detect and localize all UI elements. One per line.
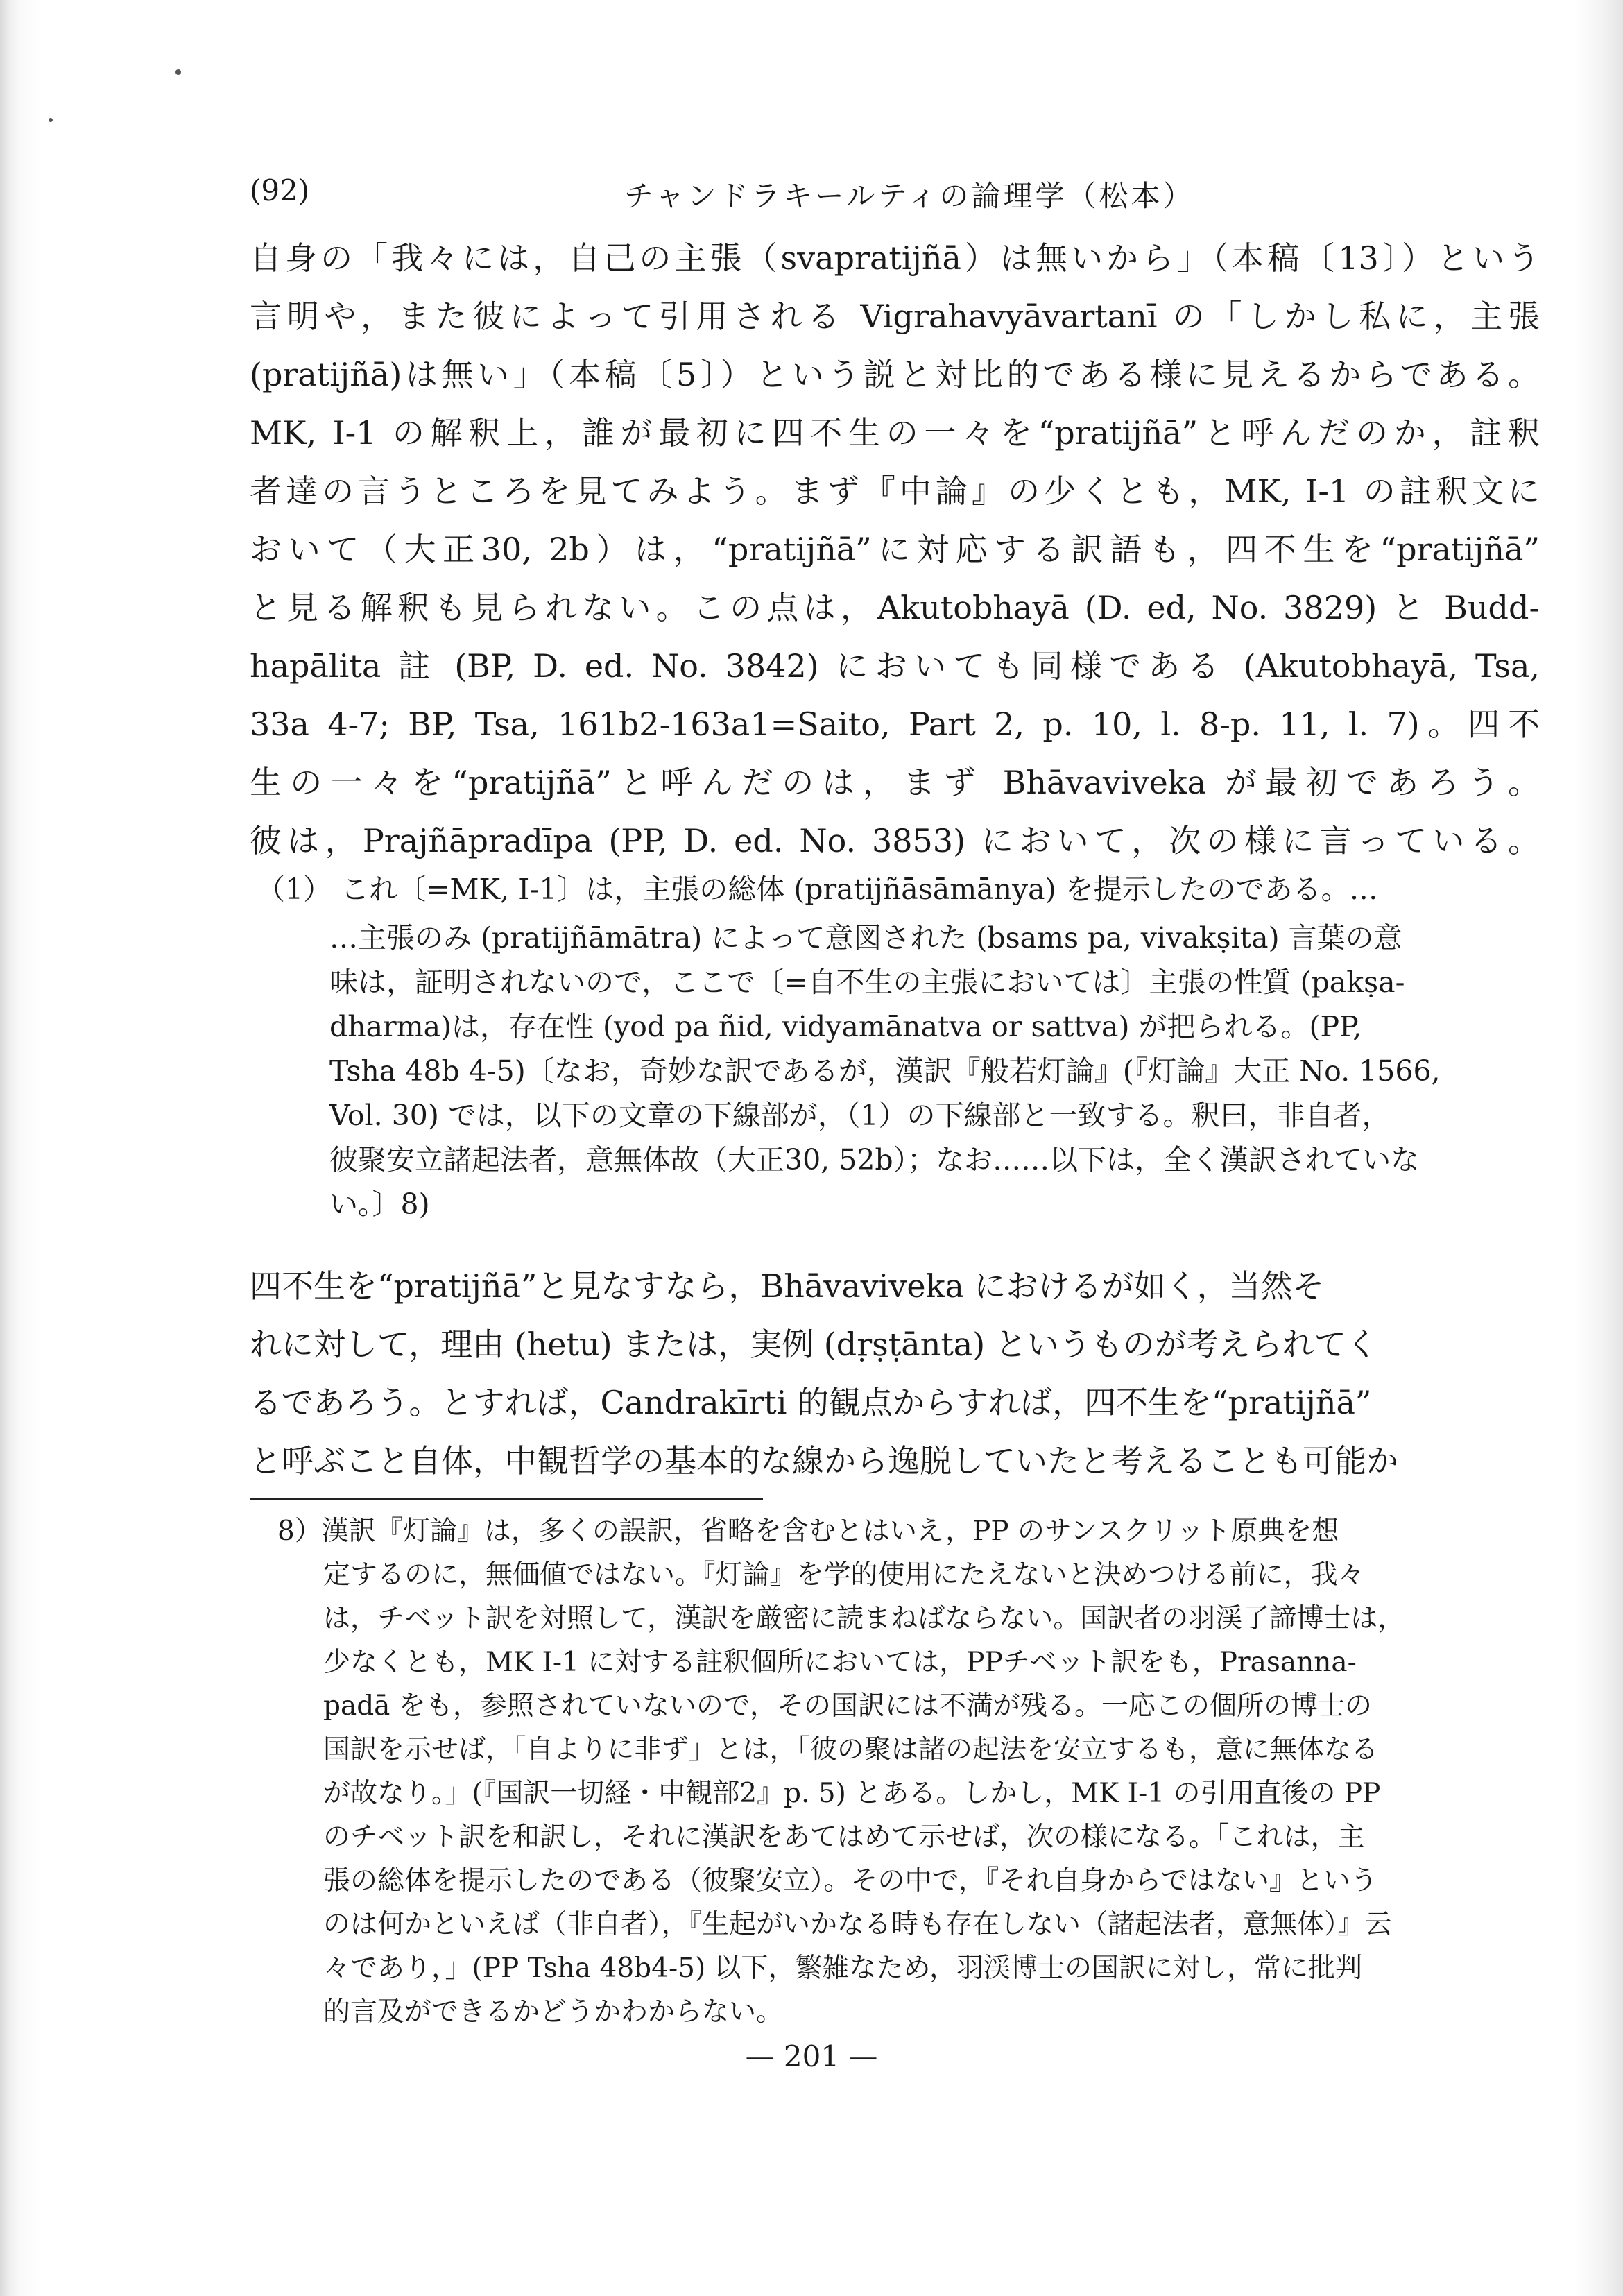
text-line: 自身の「我々には，自己の主張（svapratijñā）は無いから」（本稿〔13〕）という (250, 239, 1540, 277)
block-quote (257, 867, 1512, 1226)
quote-line: dharma)は，存在性 (yod pa ñid, vidyamānatva or sattva) が把られる。(PP, (329, 1010, 1362, 1043)
quote-line: い。〕8) (329, 1188, 430, 1221)
text-line: 生の一々を“pratijñā”と呼んだのは，まず Bhāvaviveka が最初であろう。 (250, 764, 1540, 801)
footnote-line: 8）漢訳『灯論』は，多くの誤訳，省略を含むとはいえ，PP のサンスクリット原典を想 (277, 1516, 1339, 1547)
running-title: チャンドラキールティの論理学（松本） (624, 179, 1195, 213)
footnote-line: 少なくとも，MK I-1 に対する註釈個所においては，PPチベット訳をも，Prasanna- (323, 1647, 1357, 1678)
main-text (250, 229, 1540, 870)
quote-line: 彼聚安立諸起法者，意無体故（大正30, 52b）；なお……以下は，全く漢訳されていな (329, 1143, 1420, 1176)
scan-speck (49, 118, 53, 122)
footnote-line: のチベット訳を和訳し，それに漢訳をあてはめて示せば，次の様になる。「これは，主 (323, 1822, 1365, 1853)
footnote-line: が故なり。」(『国訳一切経・中観部2』p. 5) とある。しかし，MK I-1 の引用直後の PP (323, 1778, 1381, 1809)
quote-line: （1） これ〔=MK, I-1〕は，主張の総体 (pratijñāsāmānya) を提示したのである。… (257, 873, 1378, 906)
footnote-line: padā をも，参照されていないので，その国訳には不満が残る。一応この個所の博士の (323, 1690, 1373, 1722)
footnote-rule (250, 1498, 763, 1500)
scan-speck (175, 69, 181, 75)
text-line: (pratijñā)は無い」（本稿〔5〕）という説と対比的である様に見えるからである。 (250, 356, 1540, 393)
text-line: れに対して，理由 (hetu) または，実例 (dṛṣṭānta) というものが考えられてく (250, 1326, 1378, 1363)
text-line: と呼ぶこと自体，中観哲学の基本的な線から逸脱していたと考えることも可能か (250, 1442, 1398, 1480)
text-line: 彼は，Prajñāpradīpa (PP, D. ed. No. 3853) において，次の様に言っている。 (250, 822, 1540, 859)
footnote-line: 的言及ができるかどうかわからない。 (323, 1996, 784, 2028)
quote-line: Tsha 48b 4-5)〔なお，奇妙な訳であるが，漢訳『般若灯論』(『灯論』大正 No. 1566, (329, 1054, 1441, 1088)
quote-line: 味は，証明されないので，ここで〔=自不生の主張においては〕主張の性質 (pakṣa- (329, 966, 1405, 999)
header-page-number: (92) (250, 173, 310, 207)
footnote-line: 々であり，」(PP Tsha 48b4-5) 以下，繁雑なため，羽渓博士の国訳に対し，常に批判 (323, 1953, 1362, 1984)
footnote (277, 1509, 1512, 2034)
text-line: おいて（大正30, 2b）は，“pratijñā”に対応する訳語も，四不生を“pratijñā” (250, 531, 1540, 568)
text-line: るであろう。とすれば，Candrakīrti 的観点からすれば，四不生を“pratijñā” (250, 1384, 1372, 1421)
text-line: 四不生を“pratijñā”と見なすなら，Bhāvaviveka におけるが如く，当然そ (250, 1267, 1325, 1305)
text-line: と見る解釈も見られない。この点は，Akutobhayā (D. ed, No. 3829) と Budd- (250, 589, 1540, 626)
scan-edge-right (1574, 0, 1623, 2296)
running-header (250, 173, 1540, 215)
main-text-continued (250, 1257, 1540, 1490)
footnote-line: は，チベット訳を対照して，漢訳を厳密に読まねばならない。国訳者の羽渓了諦博士は， (323, 1603, 1405, 1634)
scan-edge-left (0, 0, 42, 2296)
text-line: 言明や，また彼によって引用される Vigrahavyāvartanī の「しかし私に，主張 (250, 298, 1540, 335)
footnote-line: 国訳を示せば，「自よりに非ず」とは，「彼の聚は諸の起法を安立するも，意に無体なる (323, 1734, 1379, 1765)
footnote-line: 定するのに，無価値ではない。『灯論』を学的使用にたえないと決めつける前に，我々 (323, 1559, 1365, 1591)
quote-line: …主張のみ (pratijñāmātra) によって意図された (bsams pa, vivakṣita) 言葉の意 (329, 921, 1402, 954)
text-line: hapālita 註 (BP, D. ed. No. 3842) においても同様である (Akutobhayā, Tsa, (250, 647, 1540, 685)
text-line: 者達の言うところを見てみよう。まず『中論』の少くとも，MK, I-1 の註釈文に (250, 472, 1540, 510)
text-line: 33a 4-7; BP, Tsa, 161b2-163a1=Saito, Part 2, p. 10, l. 8-p. 11, l. 7)。四不 (250, 705, 1540, 743)
page-folio: — 201 — (745, 2039, 878, 2073)
text-line: MK, I-1 の解釈上，誰が最初に四不生の一々を“pratijñā”と呼んだのか，註釈 (250, 414, 1540, 452)
quote-line: Vol. 30) では，以下の文章の下線部が，（1）の下線部と一致する。釈曰，非自者， (329, 1099, 1391, 1132)
footnote-line: 張の総体を提示したのである（彼聚安立）。その中で，『それ自身からではない』という (323, 1865, 1377, 1896)
footnote-line: のは何かといえば（非自者），『生起がいかなる時も存在しない（諸起法者，意無体）』云 (323, 1909, 1392, 1940)
